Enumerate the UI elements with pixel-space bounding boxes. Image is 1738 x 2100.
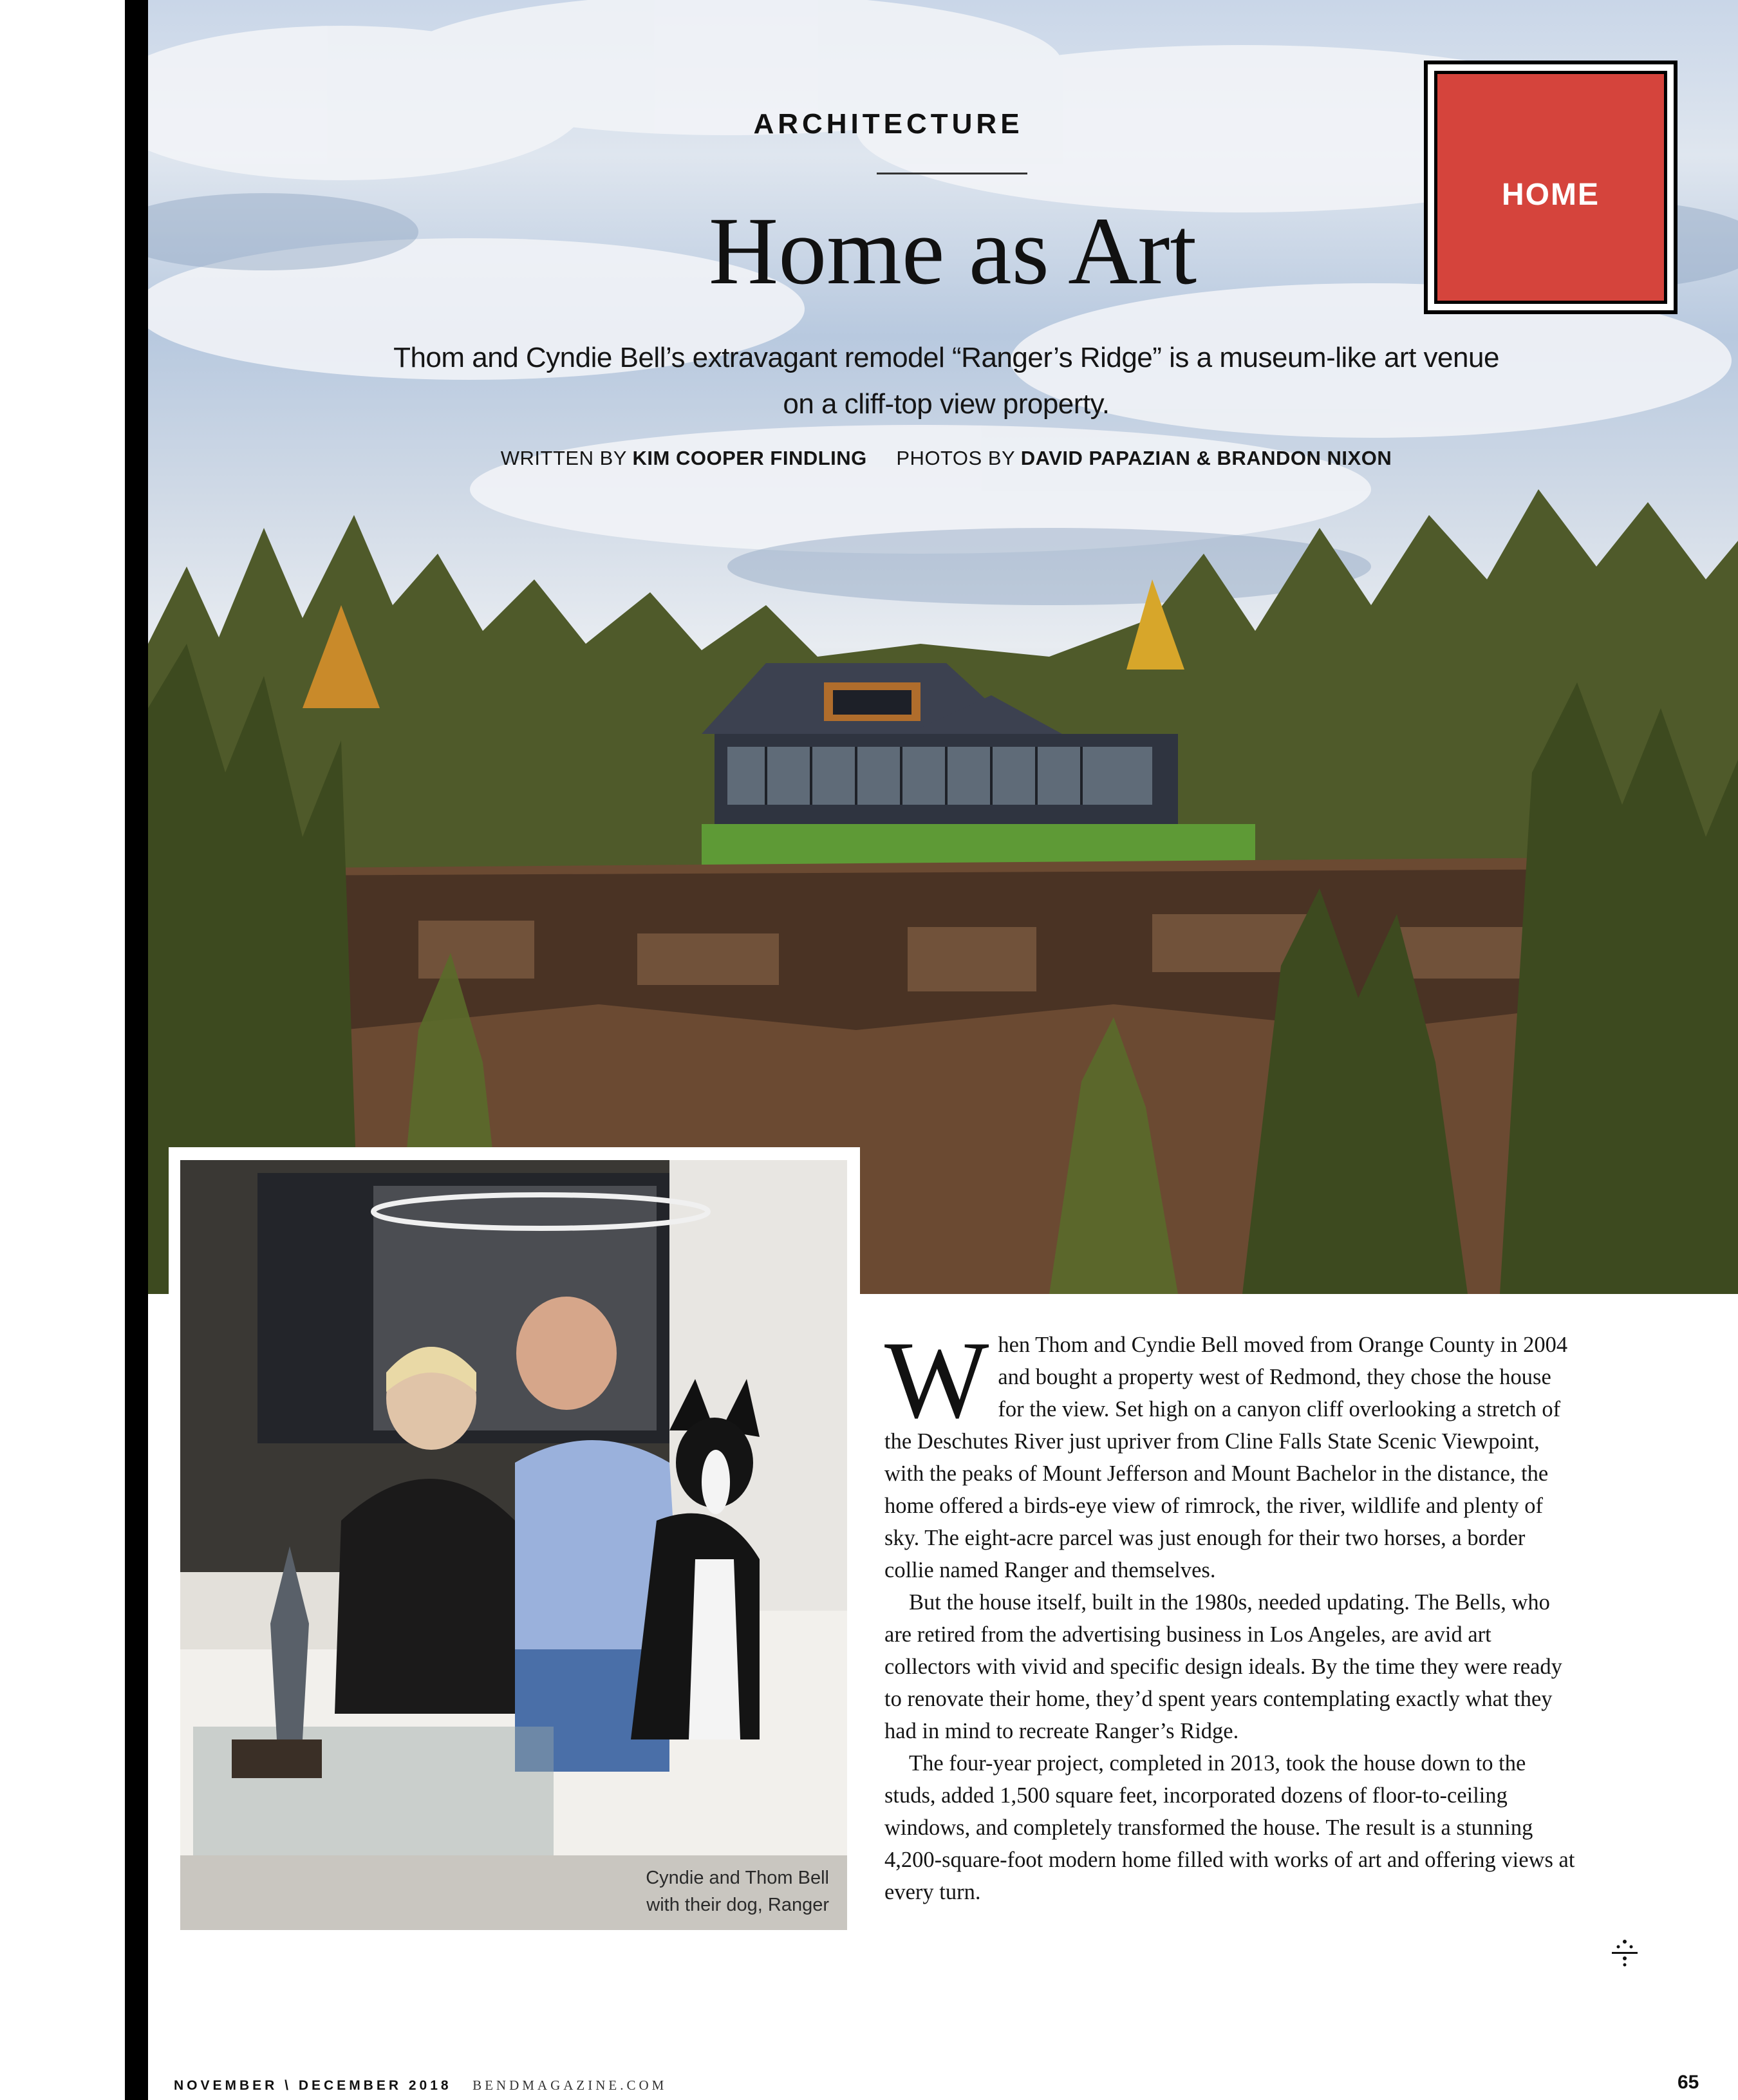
footer-site: BENDMAGAZINE.COM <box>472 2077 668 2093</box>
photos-by-label: PHOTOS BY <box>896 447 1015 469</box>
footer-issue: NOVEMBER \ DECEMBER 2018 <box>174 2078 452 2093</box>
inset-photo-caption <box>646 1864 829 1918</box>
drop-cap: W <box>884 1319 989 1441</box>
title-divider-rule <box>877 173 1027 174</box>
dek-line-1: Thom and Cyndie Bell’s extravagant remodel “Ranger’s Ridge” is a museum-like art venue <box>393 342 1499 373</box>
page-footer <box>174 2077 667 2094</box>
page-spine-bar <box>125 0 148 2100</box>
body-paragraph-1 <box>884 1319 1577 1586</box>
written-by-label: WRITTEN BY <box>500 447 627 469</box>
inset-photo-illustration <box>180 1160 847 1930</box>
section-badge-label: HOME <box>1502 178 1600 212</box>
page-number: 65 <box>1677 2072 1699 2093</box>
body-paragraph-1-text: hen Thom and Cyndie Bell moved from Orange County in 2004 and bought a property west of Redmond, they chose the house for the view. Set high on a canyon cliff overlooking a stretch of the Deschutes River just upriver from Cline Falls State Scenic Viewpoint, with the peaks of Mount Jefferson and Mount Bachelor in the distance, the home offered a birds-eye view of rimrock, the river, wildlife and plenty of sky. The eight-acre parcel was just enough for their two horses, a border collie named Ranger and themselves. <box>884 1333 1568 1582</box>
writer-name: KIM COOPER FINDLING <box>632 447 867 469</box>
caption-line-1: Cyndie and Thom Bell <box>646 1868 829 1888</box>
article-end-mark-icon <box>1609 1939 1640 1967</box>
article-body <box>884 1319 1577 1908</box>
body-paragraph-2: But the house itself, built in the 1980s, needed updating. The Bells, who are retired from the advertising business in Los Angeles, are avid art collectors with vivid and specific design ideals. By the time they were ready to renovate their home, they’d spent years contemplating exactly what they had in mind to recreate Ranger’s Ridge. <box>884 1590 1562 1743</box>
section-badge-fill <box>1434 71 1667 304</box>
byline <box>451 447 1442 470</box>
body-paragraph-3: The four-year project, completed in 2013, took the house down to the studs, added 1,500 square feet, incorporated dozens of floor-to-ceiling windows, and completely transformed the house. The result is a stunning 4,200-square-foot modern home filled with works of art and offering views at every turn. <box>884 1751 1575 1904</box>
caption-line-2: with their dog, Ranger <box>646 1895 829 1915</box>
dek-line-2: on a cliff-top view property. <box>783 388 1110 420</box>
article-dek <box>360 335 1532 427</box>
article-title: Home as Art <box>708 198 1197 305</box>
inset-photo <box>180 1160 847 1930</box>
section-badge <box>1424 61 1677 314</box>
section-kicker: ARCHITECTURE <box>753 108 1023 140</box>
photographer-names: DAVID PAPAZIAN & BRANDON NIXON <box>1020 447 1392 469</box>
